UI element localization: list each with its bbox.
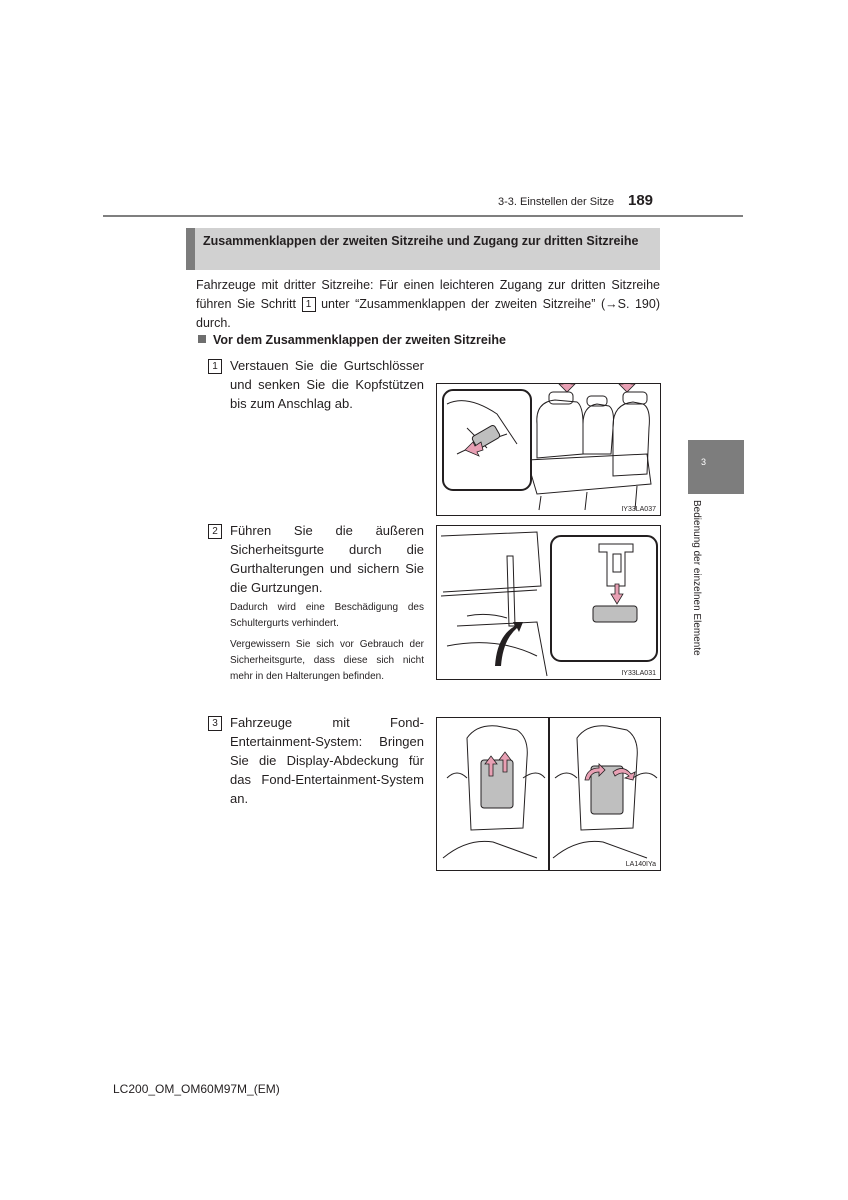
step-3-text: Fahrzeuge mit Fond-Entertainment-System: Bringen Sie die Display-Abdeckung für das Fond-Entertainment-System an.: [230, 715, 424, 806]
seat-headrest-illustration: [437, 384, 660, 515]
step-number-1: 1: [208, 359, 222, 374]
page-number: 189: [628, 192, 654, 209]
seatbelt-holder-illustration: [437, 526, 660, 679]
intro-paragraph: [196, 276, 660, 333]
figure-step-1: [436, 383, 661, 516]
step-2-note-1: Dadurch wird eine Beschädigung des Schultergurts verhindert.: [230, 602, 424, 629]
figure-code-3: LA140IYa: [625, 861, 656, 868]
figure-code-2: IY33LA031: [621, 670, 656, 677]
step-2-text: Führen Sie die äußeren Sicherheitsgurte durch die Gurthalterungen und sichern Sie die Gurtzungen.: [230, 523, 424, 595]
figure-code-1: IY33LA037: [621, 506, 656, 513]
chapter-number: 3: [701, 457, 707, 467]
display-cover-illustration: [437, 718, 660, 870]
step-1-text: Verstauen Sie die Gurtschlösser und senken Sie die Kopfstützen bis zum Anschlag ab.: [230, 358, 424, 411]
header-divider: [103, 215, 743, 217]
subheading: [198, 333, 506, 347]
step-number-3: 3: [208, 716, 222, 731]
chapter-tab: [688, 440, 744, 494]
document-code: LC200_OM_OM60M97M_(EM): [113, 1082, 280, 1096]
figure-step-3: [436, 717, 661, 871]
intro-text-after: unter “Zusammenklappen der zweiten Sitzreihe” (→S. 190) durch.: [196, 297, 660, 330]
chapter-title: Bedienung der einzelnen Elemente: [691, 500, 702, 656]
figure-step-2: [436, 525, 661, 680]
square-bullet-icon: [198, 335, 206, 343]
step-2-note-2: Vergewissern Sie sich vor Gebrauch der Sicherheitsgurte, dass diese sich nicht mehr in den Halterungen befinden.: [230, 639, 424, 682]
subheading-text: Vor dem Zusammenklappen der zweiten Sitzreihe: [213, 333, 506, 347]
step-reference-box: 1: [302, 297, 316, 312]
intro-text-before: Fahrzeuge mit dritter Sitzreihe: Für einen leichteren Zugang zur dritten Sitzreihe führen Sie Schritt: [196, 278, 660, 311]
section-title: Zusammenklappen der zweiten Sitzreihe und Zugang zur dritten Sitzreihe: [186, 228, 660, 270]
step-number-2: 2: [208, 524, 222, 539]
section-breadcrumb: 3-3. Einstellen der Sitze: [498, 196, 615, 208]
